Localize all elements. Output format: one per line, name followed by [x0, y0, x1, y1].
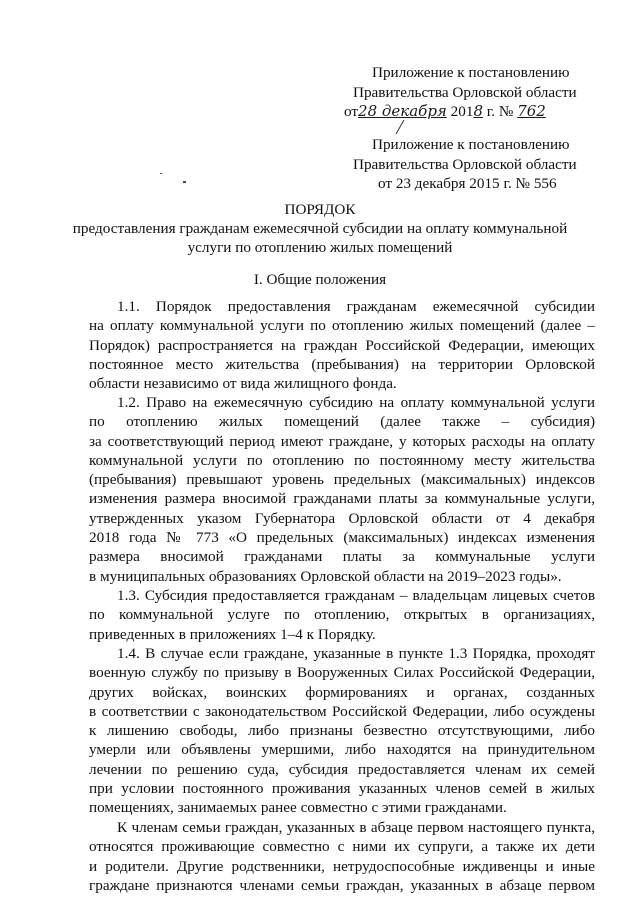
text-line: 1.3. Субсидия предоставляется гражданам – владельцам лицевых счетов [117, 587, 595, 604]
text-line: относятся проживающие совместно с ними их супруги, а также их дети [89, 838, 595, 856]
text-line: по отоплению жилых помещений (далее также – субсидия) [89, 413, 595, 431]
text-line: по коммунальной услуге по отоплению, открытых в организациях, [89, 606, 595, 624]
text-line: Порядок) распространяется на граждан Российской Федерации, имеющих [89, 336, 595, 354]
text-line: помещениях, занимаемых ранее совместно с этими гражданами. [89, 799, 507, 817]
text-line: других войсках, воинских формированиях и органах, созданных [89, 683, 595, 701]
text-line: за соответствующий период имеют граждане, у которых расходы на оплату [89, 432, 595, 450]
text-line: и родители. Другие родственники, нетрудоспособные иждивенцы и иные [89, 857, 595, 875]
paragraph-1-3 [89, 586, 595, 644]
paragraph-family-members [89, 818, 595, 895]
document-title: ПОРЯДОК [284, 201, 356, 218]
scan-speck [183, 181, 186, 183]
text-line: приведенных в приложениях 1–4 к Порядку. [89, 625, 376, 643]
text-line: в соответствии с законодательством Российской Федерации, либо осуждены [89, 702, 595, 720]
text-line: 1.4. В случае если граждане, указанные в пункте 1.3 Порядка, проходят [117, 645, 595, 662]
paragraph-1-4 [89, 644, 595, 818]
handwritten-year: 8 [473, 102, 483, 120]
scan-speck [160, 173, 162, 174]
paragraph-1-2 [89, 393, 595, 586]
header1-number-prefix: г. № [486, 103, 514, 120]
header1-date-prefix: от [344, 103, 359, 120]
text-line: военную службу по призыву в Вооруженных Силах Российской Федерации, [89, 664, 595, 682]
header2-line2: Правительства Орловской области [353, 156, 577, 173]
text-line: (пребывания) превышают уровень предельных (максимальных) индексов [89, 471, 595, 489]
text-line: 1.1. Порядок предоставления гражданам ежемесячной субсидии [117, 298, 595, 315]
text-line: размера вносимой гражданами платы за коммунальные услуги [89, 548, 595, 566]
title-line1: предоставления гражданам ежемесячной субсидии на оплату коммунальной [72, 220, 568, 237]
pen-stroke [390, 118, 410, 138]
text-line: изменения размера вносимой гражданами платы за коммунальные услуги, [89, 490, 595, 508]
paragraph-1-1 [89, 297, 595, 393]
header1-line1: Приложение к постановлению [372, 64, 570, 81]
text-line: умерли или объявлены умершими, либо находятся на принудительном [89, 741, 595, 759]
text-line: области независимо от вида жилищного фонда. [89, 375, 397, 393]
text-line: в муниципальных образованиях Орловской области на 2019–2023 годы». [89, 567, 562, 585]
header1-date-line [344, 102, 546, 121]
text-line: лечении по решению суда, субсидия предоставляется членам их семей [89, 760, 595, 778]
text-line: утвержденных указом Губернатора Орловской области от 4 декабря [89, 509, 595, 527]
header2-line1: Приложение к постановлению [372, 136, 570, 153]
section-heading: I. Общие положения [253, 271, 387, 288]
header2-line3: от 23 декабря 2015 г. № 556 [378, 175, 557, 192]
header1-year-prefix: 201 [450, 103, 474, 120]
title-line2: услуги по отоплению жилых помещений [187, 239, 453, 256]
text-line: К членам семьи граждан, указанных в абзаце первом настоящего пункта, [117, 819, 595, 836]
text-line: при условии постоянного проживания указанных членов семей в жилых [89, 780, 595, 798]
text-line: 2018 года № 773 «О предельных (максимальных) индексах изменения [89, 529, 595, 547]
header1-line2: Правительства Орловской области [353, 84, 577, 101]
handwritten-number: 762 [517, 102, 546, 120]
handwritten-date: 28 декабря [358, 102, 447, 120]
text-line: постоянное место жительства (пребывания) на территории Орловской [89, 355, 595, 373]
text-line: коммунальной услуги по отоплению по постоянному месту жительства [89, 451, 595, 469]
text-line: 1.2. Право на ежемесячную субсидию на оплату коммунальной услуги [117, 394, 595, 411]
text-line: на оплату коммунальной услуги по отоплению жилых помещений (далее – [89, 317, 595, 335]
text-line: граждане признаются членами семьи граждан, указанных в абзаце первом [89, 876, 595, 894]
text-line: к лишению свободы, либо признаны безвестно отсутствующими, либо [89, 722, 595, 740]
